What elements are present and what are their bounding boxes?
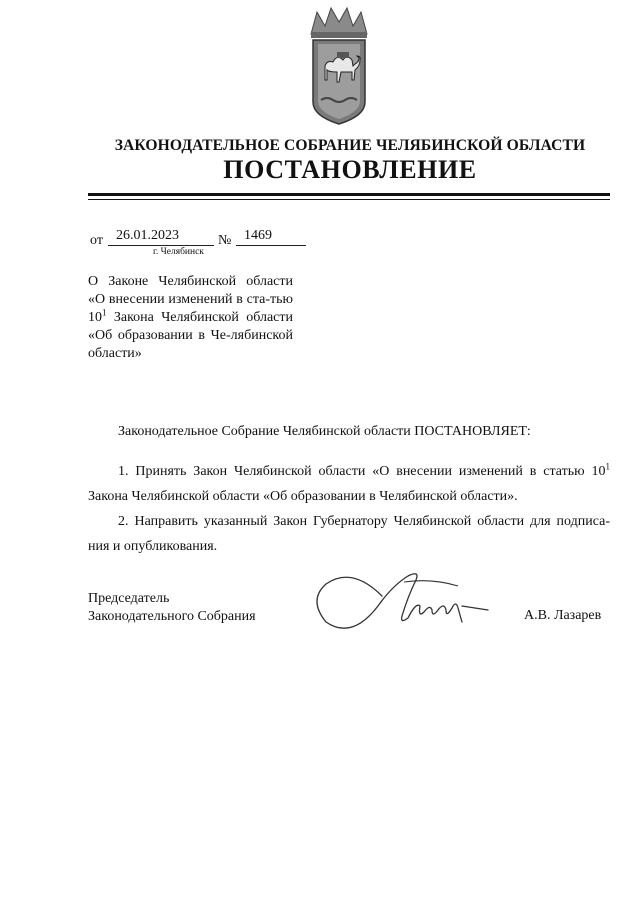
item-1-text-start: 1. Принять Закон Челябинской области «О внесении изменений в статью 10 [118, 464, 606, 479]
signatory-position [88, 590, 256, 626]
resolution-item-2: 2. Направить указанный Закон Губернатору Челябинской области для подписа-ния и опубликования. [88, 514, 610, 554]
city-label: г. Челябинск [153, 247, 204, 257]
document-type-title: ПОСТАНОВЛЕНИЕ [223, 155, 477, 184]
header-divider-thick [88, 193, 610, 196]
position-line-1: Председатель [88, 591, 170, 606]
subject-text-start: О Законе Челябинской области «О внесении изменений в ста-тью 10 [88, 274, 293, 325]
subject-text-end: Закона Челябинской области «Об образовании в Че-лябинской области» [88, 310, 293, 361]
item-1-superscript: 1 [605, 461, 610, 472]
resolution-item-1 [88, 459, 610, 509]
handwritten-signature-icon [312, 566, 492, 638]
subject-superscript: 1 [102, 307, 107, 318]
number-field: 1469 [236, 229, 306, 246]
item-1-text-end: Закона Челябинской области «Об образовании в Челябинской области». [88, 489, 518, 504]
signatory-name: А.В. Лазарев [524, 608, 602, 623]
position-line-2: Законодательного Собрания [88, 609, 256, 624]
date-field: 26.01.2023 [108, 229, 214, 246]
organization-name: ЗАКОНОДАТЕЛЬНОЕ СОБРАНИЕ ЧЕЛЯБИНСКОЙ ОБЛАСТИ [114, 137, 586, 154]
header-divider-thin [88, 199, 610, 200]
number-prefix: № [218, 233, 232, 248]
coat-of-arms-icon [297, 4, 381, 126]
resolution-intro: Законодательное Собрание Челябинской области ПОСТАНОВЛЯЕТ: [118, 424, 531, 439]
date-prefix: от [90, 233, 103, 248]
document-subject [88, 273, 293, 363]
